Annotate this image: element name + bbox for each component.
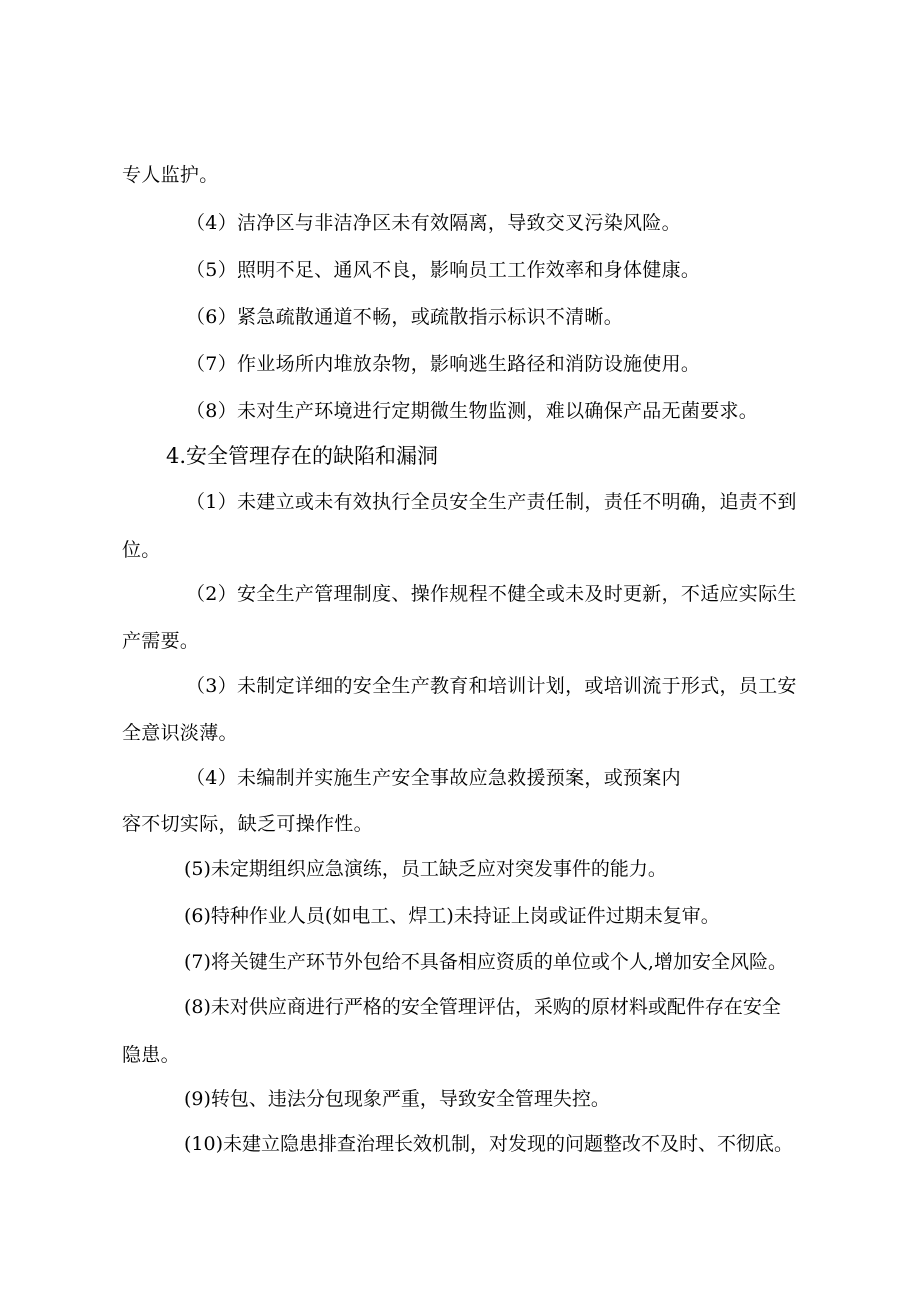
text-line: (10)未建立隐患排查治理长效机制，对发现的问题整改不及时、不彻底。 — [184, 1133, 794, 1155]
text-line: （4）洁净区与非洁净区未有效隔离，导致交叉污染风险。 — [186, 212, 681, 234]
text-line: (6)特种作业人员(如电工、焊工)未持证上岗或证件过期未复审。 — [184, 905, 720, 927]
text-line: （6）紧急疏散通道不畅，或疏散指示标识不清晰。 — [186, 306, 623, 328]
section-heading: 4.安全管理存在的缺陷和漏洞 — [166, 444, 439, 468]
text-line: （4）未编制并实施生产安全事故应急救援预案，或预案内 — [186, 767, 681, 789]
text-line: 产需要。 — [122, 630, 200, 652]
text-line: （1）未建立或未有效执行全员安全生产责任制，责任不明确，追责不到 — [186, 491, 797, 513]
text-line: 全意识淡薄。 — [122, 722, 238, 744]
text-line: （5）照明不足、通风不良，影响员工工作效率和身体健康。 — [186, 259, 701, 281]
text-line: 位。 — [122, 539, 161, 561]
text-line: (9)转包、违法分包现象严重，导致安全管理失控。 — [184, 1088, 610, 1110]
text-line: (8)未对供应商进行严格的安全管理评估，采购的原材料或配件存在安全 — [184, 996, 781, 1018]
text-line: （7）作业场所内堆放杂物，影响逃生路径和消防设施使用。 — [186, 353, 701, 375]
text-line: 容不切实际，缺乏可操作性。 — [122, 813, 373, 835]
text-line: (5)未定期组织应急演练，员工缺乏应对突发事件的能力。 — [184, 858, 667, 880]
text-line: （2）安全生产管理制度、操作规程不健全或未及时更新，不适应实际生 — [186, 583, 797, 605]
text-line: （8）未对生产环境进行定期微生物监测，难以确保产品无菌要求。 — [186, 400, 759, 422]
text-line: (7)将关键生产环节外包给不具备相应资质的单位或个人,增加安全风险。 — [184, 951, 787, 973]
text-line: （3）未制定详细的安全生产教育和培训计划，或培训流于形式，员工安 — [186, 675, 797, 697]
text-line: 专人监护。 — [122, 164, 219, 186]
text-line: 隐患。 — [122, 1044, 180, 1066]
